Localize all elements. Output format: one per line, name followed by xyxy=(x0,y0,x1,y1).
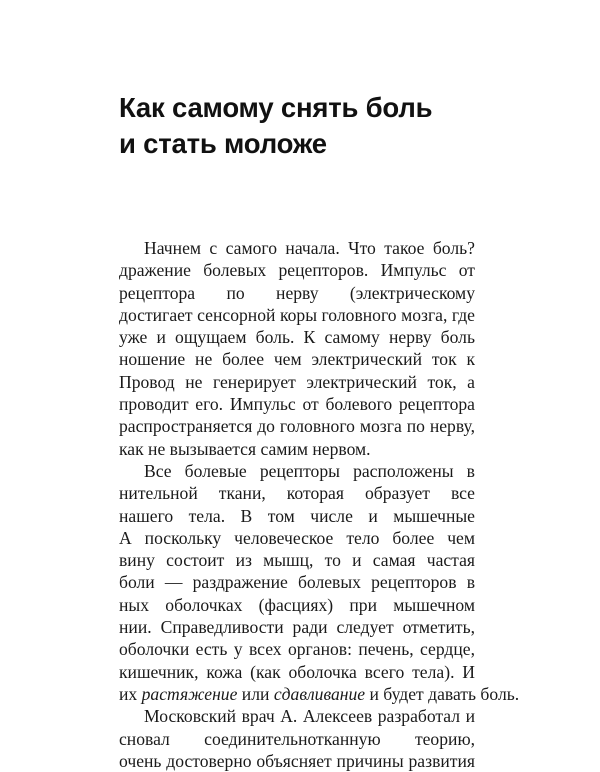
text-line: кишечник, кожа (как оболочка всего тела). И xyxy=(119,661,475,682)
text-line: боли — раздражение болевых рецепторов в xyxy=(119,572,475,593)
text-line: как не вызывается самим нервом. xyxy=(119,438,371,459)
text-line: вину состоит из мышц, то и самая частая xyxy=(119,550,475,571)
emphasis-compression: сдавливание xyxy=(273,683,366,704)
text-line: рецептора по нерву (электрическому xyxy=(119,282,475,303)
body-text xyxy=(119,237,520,772)
text-fragment: или xyxy=(237,683,274,704)
text-fragment: их xyxy=(119,683,142,704)
text-line: ношение не более чем электрический ток к xyxy=(119,349,475,370)
text-line: уже и ощущаем боль. К самому нерву боль xyxy=(119,327,475,348)
text-line: сновал соединительнотканную теорию, xyxy=(119,728,475,749)
text-line: распространяется до головного мозга по нерву, xyxy=(119,416,475,437)
text-line-with-emphasis xyxy=(119,683,520,705)
text-line: А поскольку человеческое тело более чем xyxy=(119,527,475,548)
text-line: нительной ткани, которая образует все xyxy=(119,483,475,504)
text-line: Провод не генерирует электрический ток, а xyxy=(119,371,475,392)
text-fragment: и будет давать боль. xyxy=(365,683,520,704)
text-line: нашего тела. В том числе и мышечные xyxy=(119,505,475,526)
text-line: дражение болевых рецепторов. Импульс от xyxy=(119,260,475,281)
text-line: ных оболочках (фасциях) при мышечном xyxy=(119,594,475,615)
text-line: Начнем с самого начала. Что такое боль? xyxy=(144,238,475,258)
text-line: проводит его. Импульс от болевого рецептора xyxy=(119,394,475,415)
chapter-title-line-1: Как самому снять боль xyxy=(119,92,433,123)
text-line: очень достоверно объясняет причины развития xyxy=(119,750,475,771)
chapter-title xyxy=(119,90,432,162)
text-line: Московский врач А. Алексеев разработал и xyxy=(144,706,475,727)
text-line: нии. Справедливости ради следует отметить, xyxy=(119,617,475,638)
text-line: оболочки есть у всех органов: печень, сердце, xyxy=(119,639,475,660)
text-line: Все болевые рецепторы расположены в xyxy=(144,460,475,481)
emphasis-stretching: растяжение xyxy=(141,683,238,704)
text-line: достигает сенсорной коры головного мозга, где xyxy=(119,304,475,325)
chapter-title-line-2: и стать моложе xyxy=(119,128,327,159)
